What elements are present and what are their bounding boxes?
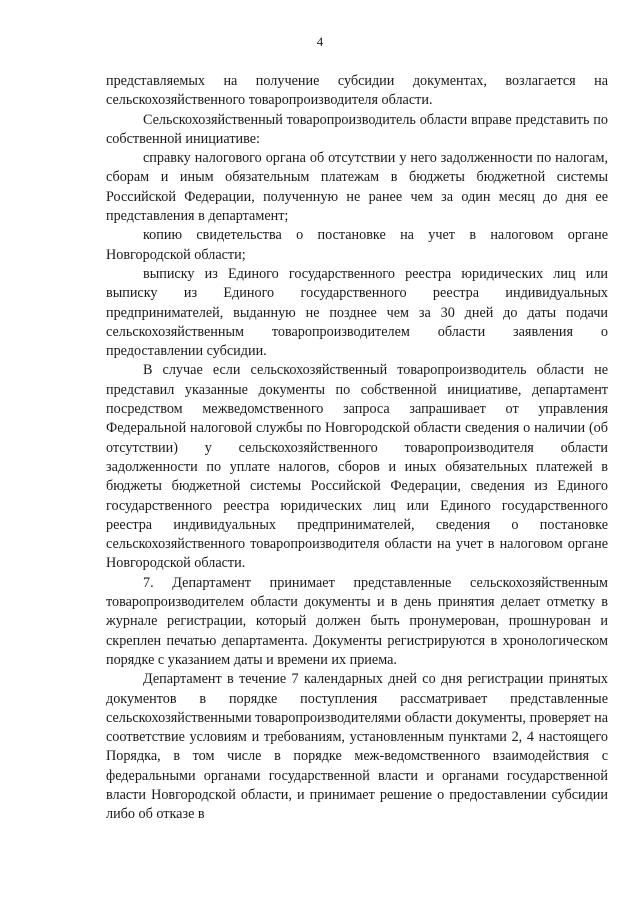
paragraph-review-period: Департамент в течение 7 календарных дней со дня регистрации принятых документов в порядке поступления рассматривает представленные сельскохозяйственными товаропроизводителями области документы, проверяет на соответствие условиям и требованиям, установленным пунктами 2, 4 настоящего Порядка, в том числе в порядке меж-ведомственного взаимодействия с федеральными органами государственной власти и органами государственной власти Новгородской области, и принимает решение о предоставлении субсидии либо об отказе в bbox=[106, 671, 608, 823]
paragraph-registration-copy: копию свидетельства о постановке на учет в налоговом органе Новгородской области; bbox=[106, 227, 608, 263]
page-number: 4 bbox=[316, 34, 324, 49]
page-bottom-margin bbox=[0, 822, 640, 905]
paragraph-right-to-submit: Сельскохозяйственный товаропроизводитель области вправе представить по собственной инициативе: bbox=[106, 111, 608, 147]
paragraph-registry-extract: выписку из Единого государственного реестра юридических лиц или выписку из Единого государственного реестра индивидуальных предпринимателей, выданную не позднее чем за 30 дней до даты подачи сельскохозяйственным товаропроизводителем области заявления о предоставлении субсидии. bbox=[106, 265, 608, 360]
document-body bbox=[106, 72, 608, 825]
paragraph-liability: представляемых на получение субсидии документах, возлагается на сельскохозяйственного товаропроизводителя области. bbox=[106, 73, 608, 109]
paragraph-tax-certificate: справку налогового органа об отсутствии у него задолженности по налогам, сборам и иным обязательным платежам в бюджеты бюджетной системы Российской Федерации, полученную не ранее чем за один месяц до дня ее представления в департамент; bbox=[106, 150, 608, 225]
paragraph-item-7: 7. Департамент принимает представленные сельскохозяйственным товаропроизводителем области документы и в день принятия делает отметку в журнале регистрации, который должен быть пронумерован, прошнурован и скреплен печатью департамента. Документы регистрируются в хронологическом порядке с указанием даты и времени их приема. bbox=[106, 574, 608, 668]
paragraph-interagency-request: В случае если сельскохозяйственный товаропроизводитель области не представил указанные документы по собственной инициативе, департамент посредством межведомственного запроса запрашивает от управления Федеральной налоговой службы по Новгородской области сведения о наличии (об отсутствии) у сельскохозяйственного товаропроизводителя области задолженности по уплате налогов, сборов и иных обязательных платежей в бюджеты бюджетной системы Российской Федерации, сведения из Единого государственного реестра юридических лиц или Единого государственного реестра индивидуальных предпринимателей, сведения о постановке сельскохозяйственного товаропроизводителя области на учет в налоговом органе Новгородской области. bbox=[106, 362, 608, 572]
